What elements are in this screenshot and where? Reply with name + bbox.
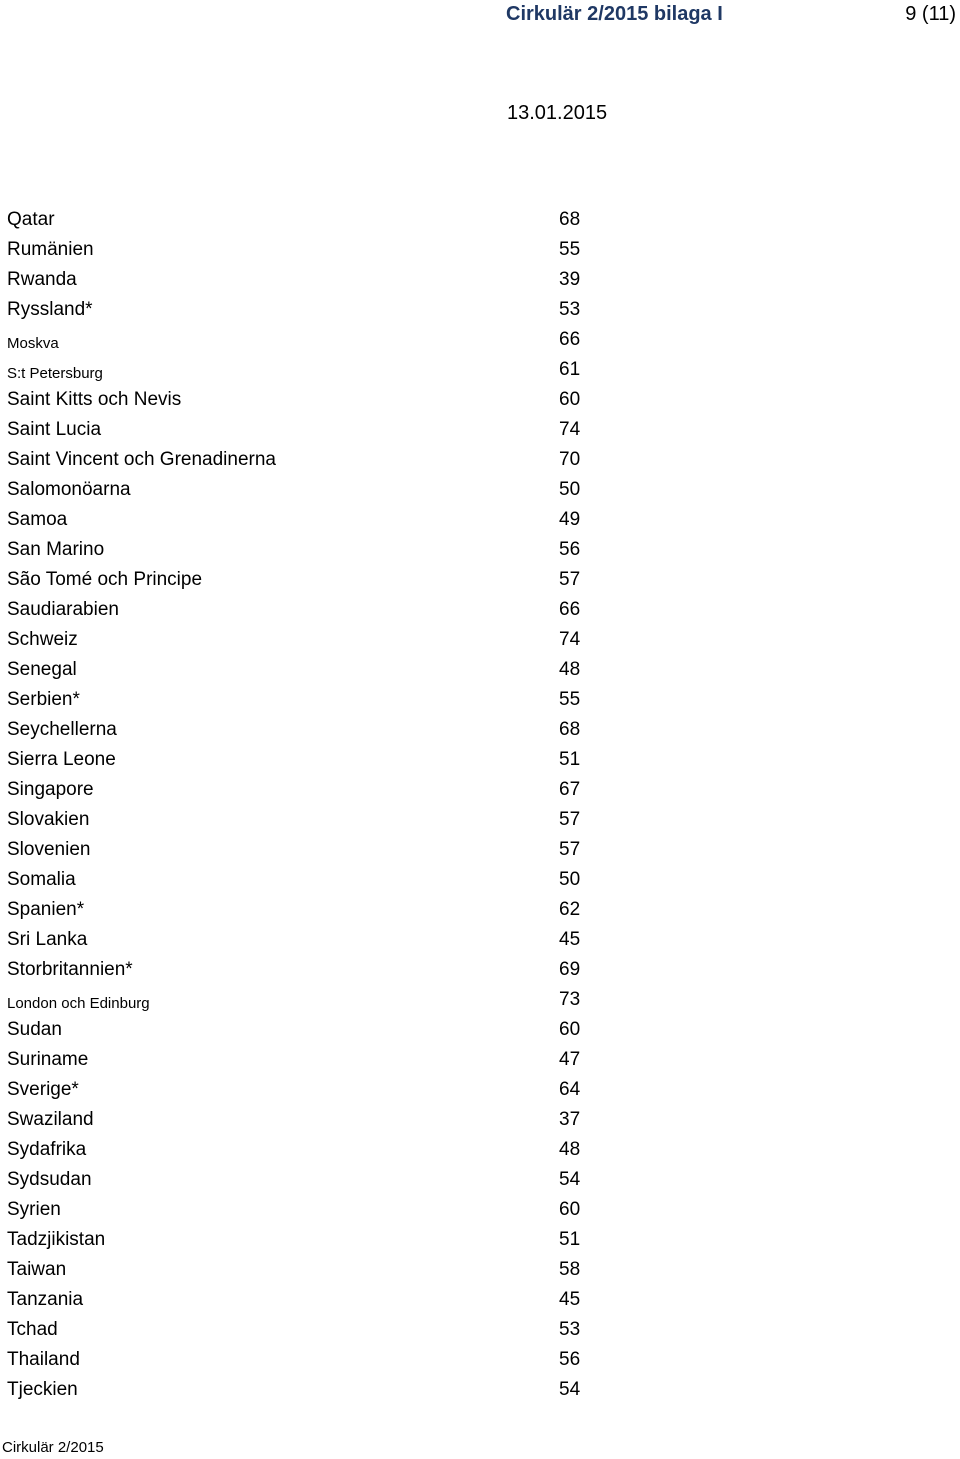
- country-name: Salomonöarna: [7, 479, 131, 500]
- country-name: Sverige*: [7, 1079, 79, 1100]
- allowance-value: 51: [559, 749, 581, 770]
- allowance-value: 48: [559, 1139, 581, 1160]
- allowance-value: 37: [559, 1109, 581, 1130]
- country-name: Sierra Leone: [7, 749, 116, 770]
- table-row: [7, 1195, 587, 1225]
- country-name: Qatar: [7, 209, 55, 230]
- country-name: São Tomé och Principe: [7, 569, 203, 590]
- country-name: Seychellerna: [7, 719, 117, 740]
- country-name: Schweiz: [7, 629, 78, 650]
- country-name: Sydafrika: [7, 1139, 87, 1160]
- country-name: London och Edinburg: [7, 995, 150, 1012]
- table-row: [7, 895, 587, 925]
- allowance-value: 60: [559, 1019, 581, 1040]
- table-row: [7, 1255, 587, 1285]
- allowance-value: 64: [559, 1079, 581, 1100]
- country-name: S:t Petersburg: [7, 365, 103, 382]
- country-name: Singapore: [7, 779, 94, 800]
- table-row: [7, 865, 587, 895]
- table-row: [7, 925, 587, 955]
- allowance-value: 54: [559, 1379, 581, 1400]
- page-number: 9 (11): [905, 3, 956, 25]
- table-row: [7, 1375, 587, 1405]
- table-row: [7, 235, 587, 265]
- country-name: Sydsudan: [7, 1169, 92, 1190]
- table-row: [7, 415, 587, 445]
- country-name: Tanzania: [7, 1289, 84, 1310]
- allowance-value: 60: [559, 1199, 581, 1220]
- table-row: [7, 1015, 587, 1045]
- country-name: Slovakien: [7, 809, 90, 830]
- allowance-value: 49: [559, 509, 581, 530]
- country-name: Tjeckien: [7, 1379, 78, 1400]
- table-row: [7, 1045, 587, 1075]
- country-name: Thailand: [7, 1349, 80, 1370]
- allowance-value: 57: [559, 569, 581, 590]
- allowance-value: 66: [559, 329, 581, 350]
- allowance-value: 53: [559, 1319, 581, 1340]
- country-name: Saint Vincent och Grenadinerna: [7, 449, 276, 470]
- allowance-value: 50: [559, 479, 581, 500]
- table-row: [7, 805, 587, 835]
- allowance-value: 45: [559, 929, 581, 950]
- table-row: [7, 505, 587, 535]
- table-row: [7, 655, 587, 685]
- allowance-value: 45: [559, 1289, 581, 1310]
- table-row: [7, 1135, 587, 1165]
- table-row: [7, 1165, 587, 1195]
- allowance-value: 48: [559, 659, 581, 680]
- country-name: Suriname: [7, 1049, 89, 1070]
- country-name: Sudan: [7, 1019, 62, 1040]
- table-row: [7, 445, 587, 475]
- table-row: [7, 835, 587, 865]
- country-name: Syrien: [7, 1199, 61, 1220]
- country-name: Sri Lanka: [7, 929, 88, 950]
- allowance-value: 55: [559, 239, 581, 260]
- allowance-value: 62: [559, 899, 581, 920]
- table-row: [7, 1345, 587, 1375]
- country-name: Moskva: [7, 335, 59, 352]
- table-row: [7, 205, 587, 235]
- page-footer: Cirkulär 2/2015: [2, 1439, 104, 1456]
- allowance-value: 58: [559, 1259, 581, 1280]
- country-name: Swaziland: [7, 1109, 94, 1130]
- country-name: Tadzjikistan: [7, 1229, 106, 1250]
- allowance-value: 47: [559, 1049, 581, 1070]
- country-name: Rumänien: [7, 239, 94, 260]
- allowance-value: 70: [559, 449, 581, 470]
- allowance-value: 56: [559, 539, 581, 560]
- allowance-value: 68: [559, 719, 581, 740]
- country-name: Spanien*: [7, 899, 85, 920]
- country-name: Senegal: [7, 659, 77, 680]
- country-name: Slovenien: [7, 839, 91, 860]
- table-row: [7, 955, 587, 985]
- country-name: Saint Lucia: [7, 419, 102, 440]
- allowance-value: 66: [559, 599, 581, 620]
- table-row: [7, 295, 587, 325]
- country-name: Ryssland*: [7, 299, 93, 320]
- country-name: Taiwan: [7, 1259, 67, 1280]
- table-subrow: [7, 985, 587, 1015]
- allowance-value: 74: [559, 629, 581, 650]
- country-name: Storbritannien*: [7, 959, 133, 980]
- country-name: Saudiarabien: [7, 599, 119, 620]
- table-row: [7, 385, 587, 415]
- table-row: [7, 1225, 587, 1255]
- table-subrow: [7, 355, 587, 385]
- table-row: [7, 745, 587, 775]
- allowance-value: 61: [559, 359, 581, 380]
- table-row: [7, 1105, 587, 1135]
- country-name: Tchad: [7, 1319, 58, 1340]
- allowance-value: 67: [559, 779, 581, 800]
- document-date: 13.01.2015: [507, 102, 608, 124]
- allowance-value: 54: [559, 1169, 581, 1190]
- allowance-value: 39: [559, 269, 581, 290]
- allowance-value: 73: [559, 989, 581, 1010]
- country-name: Samoa: [7, 509, 68, 530]
- table-row: [7, 685, 587, 715]
- allowance-value: 57: [559, 809, 581, 830]
- table-row: [7, 265, 587, 295]
- table-row: [7, 625, 587, 655]
- table-row: [7, 1075, 587, 1105]
- table-row: [7, 475, 587, 505]
- table-row: [7, 1285, 587, 1315]
- allowance-value: 56: [559, 1349, 581, 1370]
- country-name: Somalia: [7, 869, 76, 890]
- table-subrow: [7, 325, 587, 355]
- country-name: Saint Kitts och Nevis: [7, 389, 182, 410]
- table-row: [7, 715, 587, 745]
- document-title: Cirkulär 2/2015 bilaga I: [506, 3, 723, 25]
- country-name: San Marino: [7, 539, 105, 560]
- table-row: [7, 535, 587, 565]
- table-row: [7, 595, 587, 625]
- allowance-value: 69: [559, 959, 581, 980]
- country-allowance-table: [7, 205, 587, 1405]
- allowance-value: 53: [559, 299, 581, 320]
- allowance-value: 51: [559, 1229, 581, 1250]
- allowance-value: 55: [559, 689, 581, 710]
- allowance-value: 60: [559, 389, 581, 410]
- allowance-value: 74: [559, 419, 581, 440]
- table-row: [7, 1315, 587, 1345]
- table-row: [7, 775, 587, 805]
- country-name: Serbien*: [7, 689, 80, 710]
- allowance-value: 57: [559, 839, 581, 860]
- country-name: Rwanda: [7, 269, 77, 290]
- table-row: [7, 565, 587, 595]
- allowance-value: 68: [559, 209, 581, 230]
- allowance-value: 50: [559, 869, 581, 890]
